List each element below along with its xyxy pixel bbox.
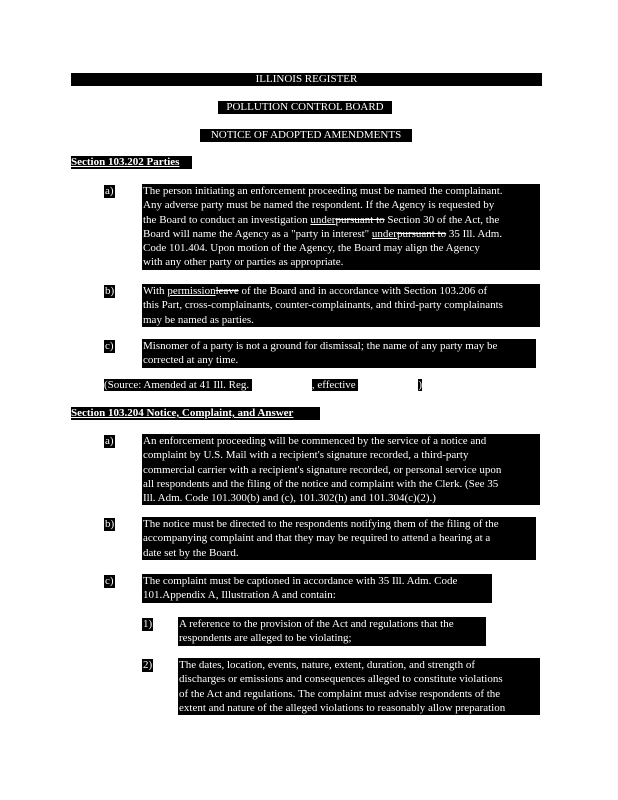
section-202-heading: [71, 156, 192, 169]
item-2-label: 2): [143, 659, 153, 671]
inserted-text: permission: [167, 285, 216, 297]
para-a-label: a): [105, 435, 114, 447]
para-204-b-line: The notice must be directed to the respondents notifying them of the filing of the: [143, 518, 499, 530]
source-note-text: , effective: [311, 379, 359, 391]
para-202-a-line: The person initiating an enforcement proceeding must be named the complainant.: [143, 185, 503, 197]
para-202-a-line: [143, 213, 539, 227]
para-202-a-line: Any adverse party must be named the respondent. If the Agency is requested by: [143, 199, 495, 212]
deleted-text: pursuant to: [335, 213, 385, 226]
text-run: of the Board and in accordance with Section 103.206 of: [238, 285, 488, 297]
para-204-b: [142, 517, 536, 560]
para-202-a-line: [143, 227, 539, 241]
para-204-a-line: commercial carrier with a recipient's signature recorded, or personal service upon: [143, 463, 502, 476]
para-202-b: [142, 284, 540, 327]
register-title: ILLINOIS REGISTER: [255, 73, 358, 85]
notice-title-text: NOTICE OF ADOPTED AMENDMENTS: [210, 129, 402, 141]
section-202-heading-text: Section 103.202 Parties: [71, 156, 180, 168]
text-run: the Board to conduct an investigation: [143, 213, 311, 226]
board-name-text: POLLUTION CONTROL BOARD: [226, 101, 384, 113]
deleted-text: leave: [215, 285, 239, 297]
para-202-c-line: corrected at any time.: [143, 354, 239, 367]
para-204-b-line: accompanying complaint and that they may be required to attend a hearing at a: [143, 532, 491, 545]
item-204-c-2-line: discharges or emissions and consequences alleged to constitute violations: [179, 673, 503, 686]
para-204-a-line: An enforcement proceeding will be commenced by the service of a notice and: [143, 435, 487, 447]
para-204-a: [142, 434, 540, 505]
para-202-b-line: may be named as parties.: [143, 313, 254, 326]
item-204-c-2-line: extent and nature of the alleged violations to reasonably allow preparation: [179, 701, 506, 714]
para-202-c-line: Misnomer of a party is not a ground for dismissal; the name of any party may be: [143, 340, 498, 352]
para-204-c-line: The complaint must be captioned in accordance with 35 Ill. Adm. Code: [143, 575, 458, 587]
para-c-label: c): [105, 340, 114, 352]
para-a-label: a): [105, 185, 114, 197]
section-204-heading: [71, 407, 320, 420]
register-title-bar: [71, 73, 542, 86]
item-204-c-2-line: The dates, location, events, nature, extent, duration, and strength of: [179, 659, 475, 671]
item-204-c-1-line: A reference to the provision of the Act and regulations that the: [179, 618, 454, 630]
inserted-text: under: [310, 213, 336, 226]
para-202-a-line: Code 101.404. Upon motion of the Agency, the Board may align the Agency: [143, 242, 480, 255]
para-202-c: [142, 339, 536, 368]
para-b-label: b): [105, 518, 115, 530]
para-b-label: b): [105, 285, 115, 297]
item-1-label: 1): [143, 618, 153, 630]
para-202-a: [142, 184, 540, 270]
para-202-b-line: [143, 284, 539, 298]
para-204-a-line: complaint by U.S. Mail with a recipient's signature recorded, a third-party: [143, 449, 469, 462]
item-204-c-2-line: of the Act and regulations. The complaint must advise respondents of the: [179, 687, 501, 700]
text-run: Board will name the Agency as a "party in interest": [143, 227, 372, 240]
text-run: 35 Ill. Adm.: [446, 227, 503, 240]
section-204-heading-text: Section 103.204 Notice, Complaint, and Answer: [71, 407, 294, 419]
para-204-a-line: Ill. Adm. Code 101.300(b) and (c), 101.302(h) and 101.304(c)(2).): [143, 492, 436, 505]
para-202-b-line: this Part, cross-complainants, counter-complainants, and third-party complainants: [143, 299, 503, 312]
source-note: [104, 379, 422, 392]
notice-title: [200, 129, 412, 142]
text-run: Section 30 of the Act, the: [384, 213, 500, 226]
para-204-c: [142, 574, 492, 603]
para-204-b-line: date set by the Board.: [143, 546, 239, 559]
para-204-c-line: 101.Appendix A, Illustration A and contain:: [143, 589, 336, 602]
item-204-c-2: [178, 658, 540, 715]
para-c-label: c): [105, 575, 114, 587]
item-204-c-1: [178, 617, 486, 646]
inserted-text: under: [371, 227, 397, 240]
source-note-text: ): [418, 379, 423, 391]
board-name: [218, 101, 392, 114]
source-note-text: (Source: Amended at 41 Ill. Reg.: [104, 379, 252, 391]
para-202-a-line: with any other party or parties as appropriate.: [143, 256, 344, 269]
deleted-text: pursuant to: [396, 227, 447, 240]
para-204-a-line: all respondents and the filing of the notice and complaint with the Clerk. (See 35: [143, 477, 499, 490]
item-204-c-1-line: respondents are alleged to be violating;: [179, 632, 352, 645]
text-run: With: [143, 285, 168, 297]
